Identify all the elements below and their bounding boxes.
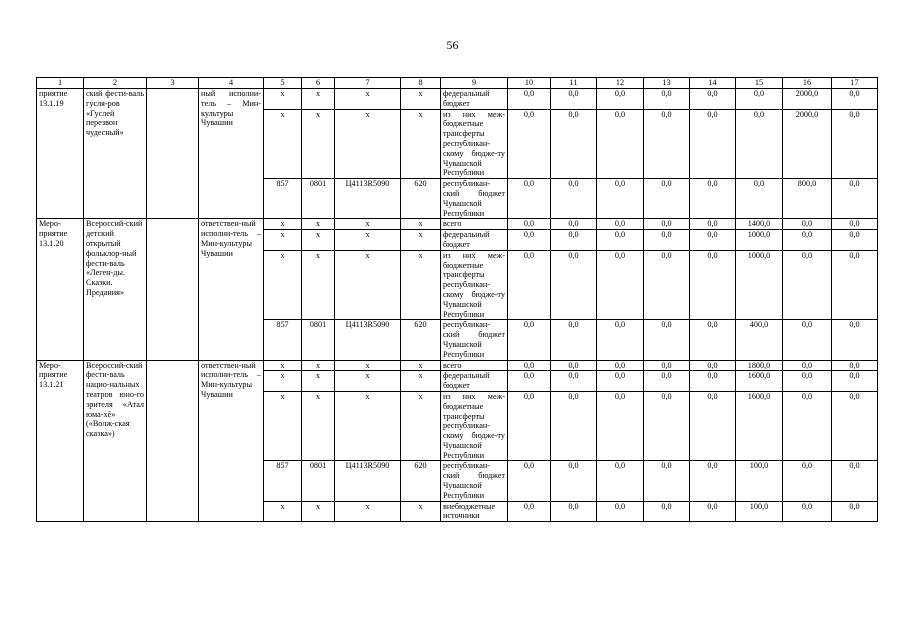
measure-title-cell: Всероссий-ский детский открытый фольклор-ный фести-валь «Леген-ды. Сказки. Предания» bbox=[84, 219, 147, 360]
executor-cell: ответствен-ный исполни-тель – Мин-культуры Чувашии bbox=[199, 360, 264, 522]
amount-cell: 0,0 bbox=[551, 89, 597, 110]
amount-cell: 0,0 bbox=[783, 230, 832, 251]
funding-source-cell: федеральный бюджет bbox=[441, 89, 508, 110]
target-article-cell: x bbox=[335, 501, 401, 522]
column-number-5: 5 bbox=[264, 78, 302, 89]
section-code-cell: x bbox=[302, 391, 335, 461]
amount-cell: 0,0 bbox=[508, 461, 551, 501]
amount-cell: 0,0 bbox=[690, 179, 736, 219]
expense-type-cell: x bbox=[401, 219, 441, 230]
amount-cell: 0,0 bbox=[644, 391, 690, 461]
amount-cell: 1000,0 bbox=[736, 250, 783, 320]
funding-source-cell: из них меж-бюджетные трансферты республикан-скому бюдже-ту Чувашской Республики bbox=[441, 250, 508, 320]
amount-cell: 0,0 bbox=[597, 360, 644, 371]
amount-cell: 2000,0 bbox=[783, 109, 832, 179]
amount-cell: 0,0 bbox=[551, 320, 597, 360]
funding-source-cell: из них меж-бюджетные трансферты республикан-скому бюдже-ту Чувашской Республики bbox=[441, 391, 508, 461]
amount-cell: 0,0 bbox=[551, 501, 597, 522]
section-code-cell: x bbox=[302, 371, 335, 392]
amount-cell: 0,0 bbox=[783, 360, 832, 371]
amount-cell: 0,0 bbox=[783, 391, 832, 461]
amount-cell: 2000,0 bbox=[783, 89, 832, 110]
funding-source-cell: республикан-ский бюджет Чувашской Республики bbox=[441, 179, 508, 219]
amount-cell: 0,0 bbox=[644, 501, 690, 522]
amount-cell: 0,0 bbox=[832, 109, 878, 179]
amount-cell: 0,0 bbox=[508, 360, 551, 371]
amount-cell: 0,0 bbox=[551, 371, 597, 392]
amount-cell: 0,0 bbox=[736, 109, 783, 179]
section-code-cell: x bbox=[302, 250, 335, 320]
amount-cell: 0,0 bbox=[736, 89, 783, 110]
amount-cell: 0,0 bbox=[597, 219, 644, 230]
amount-cell: 0,0 bbox=[551, 250, 597, 320]
amount-cell: 0,0 bbox=[690, 461, 736, 501]
amount-cell: 0,0 bbox=[551, 219, 597, 230]
column-number-16: 16 bbox=[783, 78, 832, 89]
amount-cell: 0,0 bbox=[644, 461, 690, 501]
amount-cell: 0,0 bbox=[551, 360, 597, 371]
amount-cell: 0,0 bbox=[508, 230, 551, 251]
amount-cell: 0,0 bbox=[644, 360, 690, 371]
target-article-cell: Ц4113R5090 bbox=[335, 461, 401, 501]
amount-cell: 0,0 bbox=[644, 320, 690, 360]
amount-cell: 400,0 bbox=[736, 320, 783, 360]
ministry-code-cell: x bbox=[264, 371, 302, 392]
ministry-code-cell: x bbox=[264, 250, 302, 320]
amount-cell: 0,0 bbox=[508, 89, 551, 110]
amount-cell: 0,0 bbox=[832, 461, 878, 501]
amount-cell: 0,0 bbox=[597, 230, 644, 251]
section-code-cell: x bbox=[302, 109, 335, 179]
amount-cell: 0,0 bbox=[508, 320, 551, 360]
amount-cell: 0,0 bbox=[597, 320, 644, 360]
amount-cell: 0,0 bbox=[551, 109, 597, 179]
column-number-8: 8 bbox=[401, 78, 441, 89]
amount-cell: 0,0 bbox=[551, 179, 597, 219]
executor-cell: ный исполни-тель – Мин-культуры Чувашии bbox=[199, 89, 264, 219]
ministry-code-cell: x bbox=[264, 230, 302, 251]
amount-cell: 0,0 bbox=[597, 109, 644, 179]
amount-cell: 0,0 bbox=[644, 250, 690, 320]
expense-type-cell: x bbox=[401, 89, 441, 110]
target-article-cell: x bbox=[335, 360, 401, 371]
amount-cell: 100,0 bbox=[736, 461, 783, 501]
amount-cell: 0,0 bbox=[832, 391, 878, 461]
amount-cell: 0,0 bbox=[508, 109, 551, 179]
executor-cell: ответствен-ный исполни-тель – Мин-культуры Чувашии bbox=[199, 219, 264, 360]
amount-cell: 0,0 bbox=[551, 391, 597, 461]
amount-cell: 0,0 bbox=[597, 391, 644, 461]
target-article-cell: x bbox=[335, 371, 401, 392]
expense-type-cell: x bbox=[401, 109, 441, 179]
measure-name-cell: Меро-приятие 13.1.21 bbox=[37, 360, 84, 522]
amount-cell: 0,0 bbox=[644, 109, 690, 179]
column-number-10: 10 bbox=[508, 78, 551, 89]
ministry-code-cell: 857 bbox=[264, 179, 302, 219]
amount-cell: 1600,0 bbox=[736, 371, 783, 392]
amount-cell: 0,0 bbox=[690, 360, 736, 371]
amount-cell: 0,0 bbox=[832, 501, 878, 522]
column-number-13: 13 bbox=[644, 78, 690, 89]
funding-source-cell: республикан-ский бюджет Чувашской Республики bbox=[441, 461, 508, 501]
amount-cell: 0,0 bbox=[644, 89, 690, 110]
budget-table bbox=[36, 77, 878, 522]
amount-cell: 0,0 bbox=[690, 230, 736, 251]
expense-type-cell: x bbox=[401, 371, 441, 392]
amount-cell: 1000,0 bbox=[736, 230, 783, 251]
expense-type-cell: x bbox=[401, 501, 441, 522]
amount-cell: 0,0 bbox=[508, 501, 551, 522]
ministry-code-cell: x bbox=[264, 109, 302, 179]
column-number-11: 11 bbox=[551, 78, 597, 89]
amount-cell: 0,0 bbox=[690, 371, 736, 392]
amount-cell: 0,0 bbox=[783, 219, 832, 230]
column-number-9: 9 bbox=[441, 78, 508, 89]
amount-cell: 0,0 bbox=[690, 89, 736, 110]
target-article-cell: x bbox=[335, 230, 401, 251]
expense-type-cell: 620 bbox=[401, 320, 441, 360]
amount-cell: 0,0 bbox=[690, 250, 736, 320]
funding-source-cell: республикан-ский бюджет Чувашской Республики bbox=[441, 320, 508, 360]
column-number-3: 3 bbox=[147, 78, 199, 89]
table-row bbox=[37, 219, 878, 230]
column-number-6: 6 bbox=[302, 78, 335, 89]
target-article-cell: x bbox=[335, 89, 401, 110]
amount-cell: 0,0 bbox=[690, 219, 736, 230]
funding-source-cell: всего bbox=[441, 219, 508, 230]
amount-cell: 0,0 bbox=[783, 501, 832, 522]
amount-cell: 0,0 bbox=[597, 179, 644, 219]
funding-source-cell: внебюджетные источники bbox=[441, 501, 508, 522]
column-number-14: 14 bbox=[690, 78, 736, 89]
amount-cell: 0,0 bbox=[832, 179, 878, 219]
amount-cell: 0,0 bbox=[644, 179, 690, 219]
measure-name-cell: приятие 13.1.19 bbox=[37, 89, 84, 219]
amount-cell: 0,0 bbox=[597, 371, 644, 392]
amount-cell: 0,0 bbox=[832, 371, 878, 392]
target-article-cell: x bbox=[335, 109, 401, 179]
column-number-17: 17 bbox=[832, 78, 878, 89]
amount-cell: 0,0 bbox=[690, 320, 736, 360]
section-code-cell: x bbox=[302, 501, 335, 522]
amount-cell: 0,0 bbox=[551, 461, 597, 501]
expense-type-cell: x bbox=[401, 230, 441, 251]
section-code-cell: x bbox=[302, 230, 335, 251]
funding-source-cell: федеральный бюджет bbox=[441, 371, 508, 392]
target-article-cell: Ц4113R5090 bbox=[335, 179, 401, 219]
funding-source-cell: всего bbox=[441, 360, 508, 371]
ministry-code-cell: 857 bbox=[264, 461, 302, 501]
column-number-7: 7 bbox=[335, 78, 401, 89]
column-number-2: 2 bbox=[84, 78, 147, 89]
amount-cell: 800,0 bbox=[783, 179, 832, 219]
funding-source-cell: федеральный бюджет bbox=[441, 230, 508, 251]
amount-cell: 0,0 bbox=[551, 230, 597, 251]
target-article-cell: x bbox=[335, 391, 401, 461]
column-number-12: 12 bbox=[597, 78, 644, 89]
section-code-cell: 0801 bbox=[302, 179, 335, 219]
table-row bbox=[37, 89, 878, 110]
amount-cell: 0,0 bbox=[783, 461, 832, 501]
ministry-code-cell: 857 bbox=[264, 320, 302, 360]
amount-cell: 1800,0 bbox=[736, 360, 783, 371]
amount-cell: 0,0 bbox=[832, 360, 878, 371]
amount-cell: 0,0 bbox=[508, 250, 551, 320]
column-3-cell bbox=[147, 219, 199, 360]
section-code-cell: x bbox=[302, 360, 335, 371]
amount-cell: 0,0 bbox=[783, 250, 832, 320]
column-number-15: 15 bbox=[736, 78, 783, 89]
amount-cell: 0,0 bbox=[508, 219, 551, 230]
amount-cell: 1600,0 bbox=[736, 391, 783, 461]
target-article-cell: x bbox=[335, 250, 401, 320]
measure-title-cell: Всероссий-ский фести-валь нацио-нальных театров юно-го зрителя «Атал юма-хĕ» («Волж-ская сказка») bbox=[84, 360, 147, 522]
amount-cell: 0,0 bbox=[832, 320, 878, 360]
expense-type-cell: 620 bbox=[401, 179, 441, 219]
funding-source-cell: из них меж-бюджетные трансферты республикан-скому бюдже-ту Чувашской Республики bbox=[441, 109, 508, 179]
ministry-code-cell: x bbox=[264, 391, 302, 461]
amount-cell: 0,0 bbox=[832, 89, 878, 110]
column-3-cell bbox=[147, 360, 199, 522]
amount-cell: 100,0 bbox=[736, 501, 783, 522]
amount-cell: 0,0 bbox=[832, 219, 878, 230]
amount-cell: 0,0 bbox=[644, 219, 690, 230]
expense-type-cell: x bbox=[401, 360, 441, 371]
column-number-1: 1 bbox=[37, 78, 84, 89]
target-article-cell: x bbox=[335, 219, 401, 230]
amount-cell: 0,0 bbox=[597, 501, 644, 522]
amount-cell: 0,0 bbox=[690, 109, 736, 179]
amount-cell: 0,0 bbox=[508, 371, 551, 392]
amount-cell: 0,0 bbox=[783, 320, 832, 360]
column-number-row bbox=[37, 78, 878, 89]
amount-cell: 0,0 bbox=[508, 391, 551, 461]
amount-cell: 1400,0 bbox=[736, 219, 783, 230]
ministry-code-cell: x bbox=[264, 89, 302, 110]
ministry-code-cell: x bbox=[264, 501, 302, 522]
target-article-cell: Ц4113R5090 bbox=[335, 320, 401, 360]
amount-cell: 0,0 bbox=[832, 250, 878, 320]
amount-cell: 0,0 bbox=[644, 371, 690, 392]
expense-type-cell: x bbox=[401, 250, 441, 320]
amount-cell: 0,0 bbox=[690, 501, 736, 522]
amount-cell: 0,0 bbox=[644, 230, 690, 251]
section-code-cell: 0801 bbox=[302, 320, 335, 360]
ministry-code-cell: x bbox=[264, 219, 302, 230]
page-number: 56 bbox=[446, 38, 459, 52]
amount-cell: 0,0 bbox=[597, 461, 644, 501]
column-3-cell bbox=[147, 89, 199, 219]
amount-cell: 0,0 bbox=[736, 179, 783, 219]
amount-cell: 0,0 bbox=[508, 179, 551, 219]
amount-cell: 0,0 bbox=[783, 371, 832, 392]
amount-cell: 0,0 bbox=[597, 89, 644, 110]
column-number-4: 4 bbox=[199, 78, 264, 89]
expense-type-cell: x bbox=[401, 391, 441, 461]
measure-title-cell: ский фести-валь гусля-ров «Гуслей перезвон чудесный» bbox=[84, 89, 147, 219]
ministry-code-cell: x bbox=[264, 360, 302, 371]
table-row bbox=[37, 360, 878, 371]
table-body bbox=[37, 89, 878, 522]
expense-type-cell: 620 bbox=[401, 461, 441, 501]
amount-cell: 0,0 bbox=[597, 250, 644, 320]
measure-name-cell: Меро-приятие 13.1.20 bbox=[37, 219, 84, 360]
amount-cell: 0,0 bbox=[832, 230, 878, 251]
amount-cell: 0,0 bbox=[690, 391, 736, 461]
section-code-cell: 0801 bbox=[302, 461, 335, 501]
section-code-cell: x bbox=[302, 219, 335, 230]
section-code-cell: x bbox=[302, 89, 335, 110]
